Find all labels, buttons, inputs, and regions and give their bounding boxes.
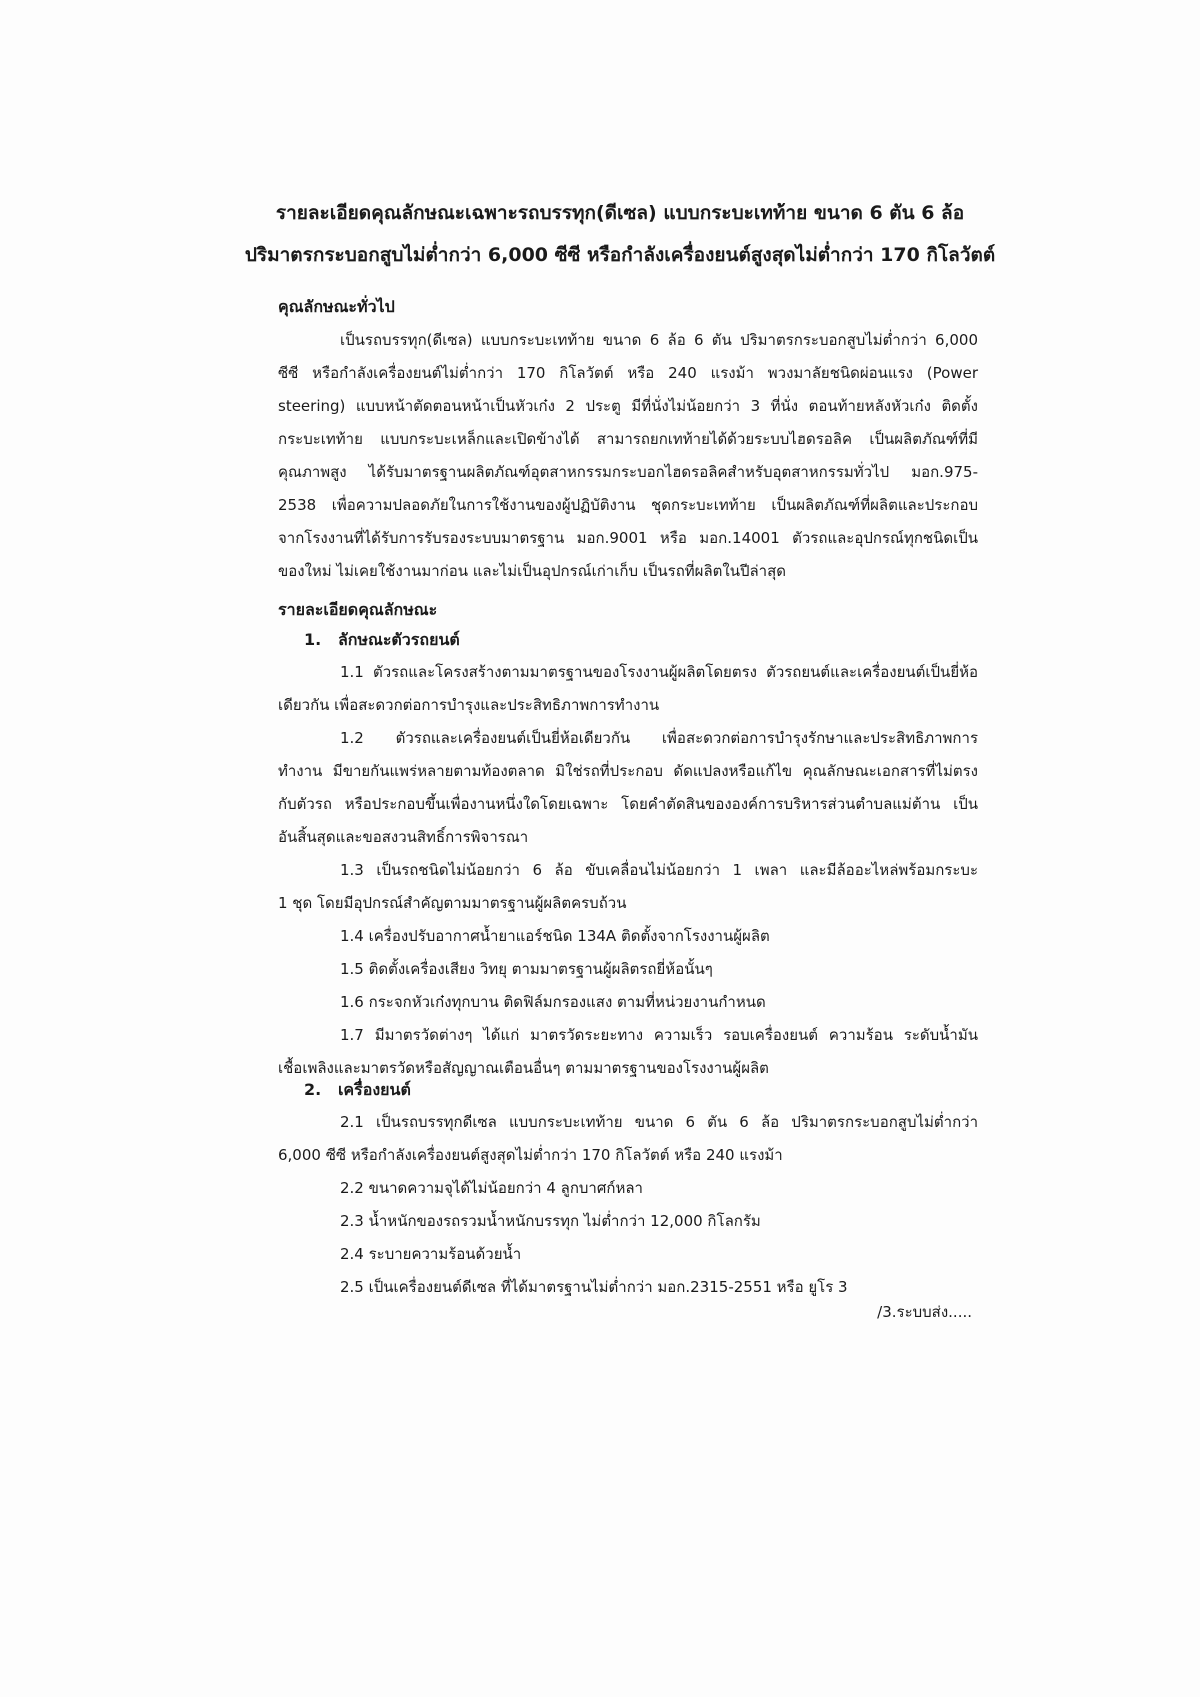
spec-item <box>278 1271 978 1304</box>
spec-item-line: 2.2 ขนาดความจุได้ไม่น้อยกว่า 4 ลูกบาศก์หลา <box>340 1179 643 1197</box>
spec-item <box>278 722 978 854</box>
section-2-items <box>278 1106 978 1304</box>
spec-item <box>278 986 978 1019</box>
spec-item-line: 2.4 ระบายความร้อนด้วยน้ำ <box>340 1245 522 1263</box>
general-paragraph-line: ของใหม่ ไม่เคยใช้งานมาก่อน และไม่เป็นอุปกรณ์เก่าเก็บ เป็นรถที่ผลิตในปีล่าสุด <box>278 562 786 580</box>
spec-item-line: อันสิ้นสุดและขอสงวนสิทธิ์การพิจารณา <box>278 828 529 846</box>
spec-item <box>278 1172 978 1205</box>
spec-item <box>278 920 978 953</box>
spec-item-line: 1.4 เครื่องปรับอากาศน้ำยาแอร์ชนิด 134A ติดตั้งจากโรงงานผู้ผลิต <box>340 927 770 945</box>
general-heading: คุณลักษณะทั่วไป <box>278 297 395 316</box>
section-1-number: 1. <box>304 630 322 649</box>
spec-item-line: เชื้อเพลิงและมาตรวัดหรือสัญญาณเตือนอื่นๆ ตามมาตรฐานของโรงงานผู้ผลิต <box>278 1059 769 1077</box>
spec-item-line: 1.6 กระจกหัวเก๋งทุกบาน ติดฟิล์มกรองแสง ตามที่หน่วยงานกำหนด <box>340 993 766 1011</box>
section-1-items <box>278 656 978 1085</box>
continuation-note: /3.ระบบส่ง..... <box>877 1303 972 1321</box>
document-title-line-1: รายละเอียดคุณลักษณะเฉพาะรถบรรทุก(ดีเซล) แบบกระบะเทท้าย ขนาด 6 ตัน 6 ล้อ <box>275 202 965 224</box>
spec-item-line: 2.3 น้ำหนักของรถรวมน้ำหนักบรรทุก ไม่ต่ำกว่า 12,000 กิโลกรัม <box>340 1212 761 1230</box>
document-title-line-2: ปริมาตรกระบอกสูบไม่ต่ำกว่า 6,000 ซีซี หรือกำลังเครื่องยนต์สูงสุดไม่ต่ำกว่า 170 กิโลวัตต์ <box>244 244 996 266</box>
spec-item-line: 1.5 ติดตั้งเครื่องเสียง วิทยุ ตามมาตรฐานผู้ผลิตรถยี่ห้อนั้นๆ <box>340 960 713 978</box>
general-paragraph <box>278 324 978 588</box>
spec-item <box>278 656 978 722</box>
spec-item-line: 1.7 มีมาตรวัดต่างๆ ได้แก่ มาตรวัดระยะทาง ความเร็ว รอบเครื่องยนต์ ความร้อน ระดับน้ำมัน <box>340 1026 978 1044</box>
section-1-heading <box>304 628 460 653</box>
spec-item-line: 1 ชุด โดยมีอุปกรณ์สำคัญตามมาตรฐานผู้ผลิตครบถ้วน <box>278 894 627 912</box>
spec-item-line: เดียวกัน เพื่อสะดวกต่อการบำรุงและประสิทธิภาพการทำงาน <box>278 696 660 714</box>
spec-item <box>278 854 978 920</box>
general-paragraph-line: จากโรงงานที่ได้รับการรับรองระบบมาตรฐาน มอก.9001 หรือ มอก.14001 ตัวรถและอุปกรณ์ทุกชนิดเป็น <box>278 529 978 547</box>
section-2-heading <box>304 1078 411 1103</box>
spec-item <box>278 1238 978 1271</box>
section-2-label: เครื่องยนต์ <box>337 1080 411 1099</box>
spec-item-line: 1.1 ตัวรถและโครงสร้างตามมาตรฐานของโรงงานผู้ผลิตโดยตรง ตัวรถยนต์และเครื่องยนต์เป็นยี่ห้อ <box>340 663 978 681</box>
general-paragraph-line: ซีซี หรือกำลังเครื่องยนต์ไม่ต่ำกว่า 170 กิโลวัตต์ หรือ 240 แรงม้า พวงมาลัยชนิดผ่อนแรง (Power <box>278 364 978 382</box>
spec-item-line: 1.2 ตัวรถและเครื่องยนต์เป็นยี่ห้อเดียวกัน เพื่อสะดวกต่อการบำรุงรักษาและประสิทธิภาพการ <box>340 729 978 747</box>
general-paragraph-line: คุณภาพสูง ได้รับมาตรฐานผลิตภัณฑ์อุตสาหกรรมกระบอกไฮดรอลิคสำหรับอุตสาหกรรมทั่วไป มอก.975- <box>278 463 978 481</box>
spec-item-line: ทำงาน มีขายกันแพร่หลายตามท้องตลาด มิใช่รถที่ประกอบ ดัดแปลงหรือแก้ไข คุณลักษณะเอกสารที่ไม่ตรง <box>278 762 978 780</box>
spec-item <box>278 953 978 986</box>
section-2-number: 2. <box>304 1080 322 1099</box>
spec-item-line: กับตัวรถ หรือประกอบขึ้นเพื่องานหนึ่งใดโดยเฉพาะ โดยคำตัดสินขององค์การบริหารส่วนตำบลแม่ต้าน เป็น <box>278 795 978 813</box>
spec-item <box>278 1019 978 1085</box>
spec-item-line: 2.5 เป็นเครื่องยนต์ดีเซล ที่ได้มาตรฐานไม่ต่ำกว่า มอก.2315-2551 หรือ ยูโร 3 <box>340 1278 848 1296</box>
general-paragraph-line: กระบะเทท้าย แบบกระบะเหล็กและเปิดข้างได้ สามารถยกเทท้ายได้ด้วยระบบไฮดรอลิค เป็นผลิตภัณฑ์ที่มี <box>278 430 978 448</box>
details-heading: รายละเอียดคุณลักษณะ <box>278 600 438 619</box>
spec-item <box>278 1205 978 1238</box>
general-paragraph-line: เป็นรถบรรทุก(ดีเซล) แบบกระบะเทท้าย ขนาด 6 ล้อ 6 ตัน ปริมาตรกระบอกสูบไม่ต่ำกว่า 6,000 <box>340 331 978 349</box>
spec-item <box>278 1106 978 1172</box>
general-paragraph-line: 2538 เพื่อความปลอดภัยในการใช้งานของผู้ปฏิบัติงาน ชุดกระบะเทท้าย เป็นผลิตภัณฑ์ที่ผลิตและประกอบ <box>278 496 978 514</box>
section-1-label: ลักษณะตัวรถยนต์ <box>337 630 460 649</box>
spec-item-line: 1.3 เป็นรถชนิดไม่น้อยกว่า 6 ล้อ ขับเคลื่อนไม่น้อยกว่า 1 เพลา และมีล้ออะไหล่พร้อมกระบะ <box>340 861 978 879</box>
spec-item-line: 6,000 ซีซี หรือกำลังเครื่องยนต์สูงสุดไม่ต่ำกว่า 170 กิโลวัตต์ หรือ 240 แรงม้า <box>278 1146 783 1164</box>
spec-item-line: 2.1 เป็นรถบรรทุกดีเซล แบบกระบะเทท้าย ขนาด 6 ตัน 6 ล้อ ปริมาตรกระบอกสูบไม่ต่ำกว่า <box>340 1113 978 1131</box>
general-paragraph-line: steering) แบบหน้าตัดตอนหน้าเป็นหัวเก๋ง 2 ประตู มีที่นั่งไม่น้อยกว่า 3 ที่นั่ง ตอนท้ายหลังหัวเก๋ง ติดตั้ง <box>278 397 978 415</box>
